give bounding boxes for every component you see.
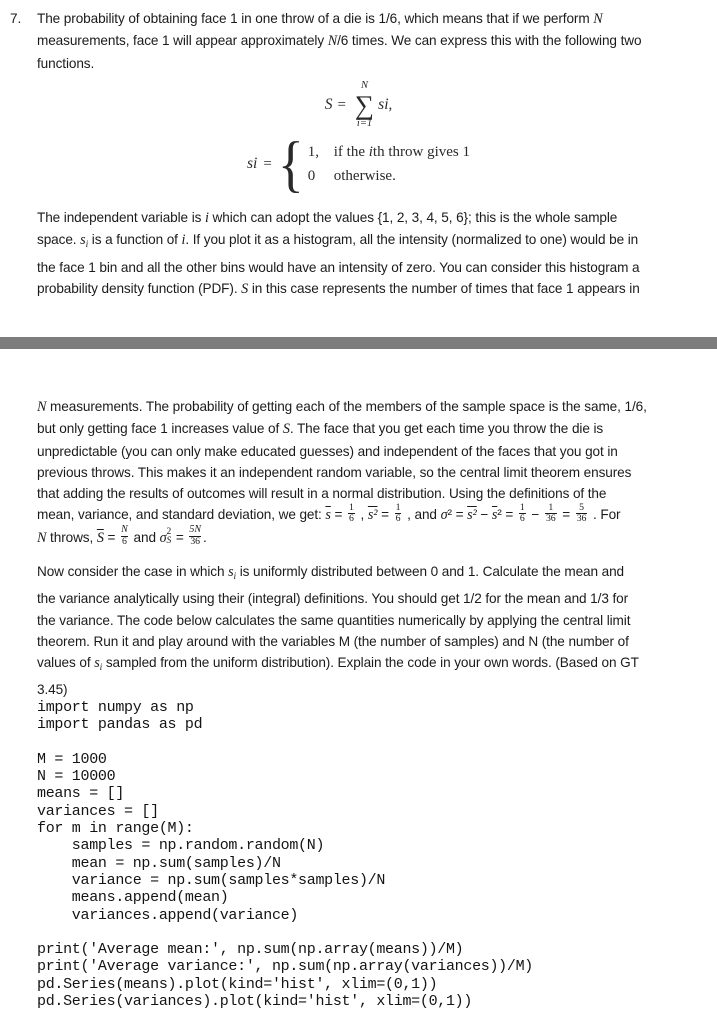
text-line: space. $s_i$ is a function of i. If you plot it as a histogram, all the intensity (normalized to one) would be in bbox=[37, 232, 639, 251]
paragraph-central-limit bbox=[37, 396, 709, 549]
fraction: $\frac{1}{36}$ bbox=[545, 501, 556, 525]
sum-upper-limit: N bbox=[361, 80, 369, 91]
case-value: 1, bbox=[307, 143, 319, 160]
text-line: but only getting face 1 increases value of S. The face that you get each time you throw the die is bbox=[37, 421, 604, 438]
text-line: The probability of obtaining face 1 in one throw of a die is 1/6, which means that if we perform N bbox=[37, 11, 603, 27]
fraction: $\frac{1}{6}$ bbox=[395, 501, 401, 525]
text-line: mean, variance, and standard deviation, we get: $\overline{s}$ = $\frac{1}{6}$ , s² = $\frac{1}{6}$ , and $\sigma^2 = s^2 - \overline{s}^2$ = $\frac{1}{6}$ − $\frac{1}{36}$ = $\frac{5}{36}$ . For bbox=[37, 501, 621, 525]
text-line: theorem. Run it and play around with the variables M (the number of samples) and N (the number of bbox=[37, 633, 629, 649]
fraction: $\frac{N}{6}$ bbox=[121, 524, 128, 547]
summation-block bbox=[355, 80, 374, 130]
equals-sign: = bbox=[337, 96, 346, 113]
sum-lhs: S bbox=[324, 96, 333, 113]
cases-lhs-subscript: i bbox=[253, 155, 258, 172]
page-separator-bar bbox=[0, 337, 717, 349]
sum-trailing-comma: , bbox=[388, 96, 393, 113]
cases-lhs: s bbox=[247, 155, 254, 172]
text-line: the variance. The code below calculates the same quantities numerically by applying the central limit bbox=[37, 612, 631, 628]
cases-rows bbox=[308, 141, 470, 188]
text-line: values of $s_i$ sampled from the uniform distribution). Explain the code in your own words. (Based on GT bbox=[37, 655, 639, 674]
text-line: the variance analytically using their (integral) definitions. You should get 1/2 for the mean and 1/3 for bbox=[37, 591, 629, 607]
text-line: N measurements. The probability of getting each of the members of the sample space is the same, 1/6, bbox=[37, 399, 647, 415]
paragraph-sample-space bbox=[37, 207, 709, 300]
paragraph-uniform-task bbox=[37, 561, 709, 701]
sum-formula bbox=[0, 76, 717, 134]
case-description: otherwise. bbox=[333, 167, 396, 184]
paragraph-intro bbox=[37, 8, 709, 74]
case-description: if the ith throw gives 1 bbox=[333, 143, 470, 160]
text-line: previous throws. This makes it an independent random variable, so the central limit theorem ensures bbox=[37, 464, 632, 480]
fraction: $\frac{1}{6}$ bbox=[349, 501, 354, 525]
case-row bbox=[308, 165, 470, 188]
python-code-listing: import numpy as np import pandas as pd M = 1000 N = 10000 means = [] variances = [] for m in range(M): samples = np.random.random(N) mean = np.sum(samples)/N variance = np.sum(samples*samples)/N means.append(mean) variances.append(variance) print('Average mean:', np.sum(np.array(means))/M) print('Average variance:', np.sum(np.array(variances))/M) pd.Series(means).plot(kind='hist', xlim=(0,1)) pd.Series(variances).plot(kind='hist', xlim=(0,1)) bbox=[37, 699, 533, 1011]
case-value: 0 bbox=[307, 167, 316, 184]
text-line: unpredictable (you can only make educated guesses) and independent of the faces that you got in bbox=[37, 443, 618, 459]
text-line: Now consider the case in which $s_i$ is uniformly distributed between 0 and 1. Calculate the mean and bbox=[37, 564, 625, 582]
curly-brace-icon: { bbox=[277, 129, 304, 199]
fraction: $\frac{5}{36}$ bbox=[576, 501, 587, 525]
text-line: 3.45) bbox=[37, 682, 68, 698]
text-line: measurements, face 1 will appear approximately N/6 times. We can express this with the following two bbox=[37, 33, 642, 50]
text-line: N throws, $\overline{S}$ = $\frac{N}{6}$ and σ 2 S = $\frac{5N}{36}$ . bbox=[37, 524, 207, 547]
text-line: The independent variable is i which can adopt the values {1, 2, 3, 4, 5, 6}; this is the whole sample bbox=[37, 210, 618, 226]
case-row bbox=[308, 141, 470, 164]
sup-sub-stack: 2 S bbox=[166, 526, 172, 547]
fraction: $\frac{5N}{36}$ bbox=[189, 524, 201, 547]
text-line: that adding the results of outcomes will result in a normal distribution. Using the definitions of the bbox=[37, 486, 607, 502]
problem-number: 7. bbox=[10, 11, 22, 26]
equals-sign: = bbox=[263, 155, 272, 172]
text-line: functions. bbox=[37, 55, 95, 71]
sum-lower-limit: i=1 bbox=[356, 118, 373, 129]
fraction: $\frac{1}{6}$ bbox=[519, 501, 525, 525]
sum-body: s bbox=[378, 96, 385, 113]
sum-body-subscript: i bbox=[384, 96, 389, 113]
text-line: the face 1 bin and all the other bins would have an intensity of zero. You can consider this histogram a bbox=[37, 259, 640, 275]
text-line: probability density function (PDF). S in this case represents the number of times that face 1 appears in bbox=[37, 280, 640, 297]
cases-formula bbox=[0, 129, 717, 199]
summation-icon: ∑ bbox=[354, 90, 375, 120]
